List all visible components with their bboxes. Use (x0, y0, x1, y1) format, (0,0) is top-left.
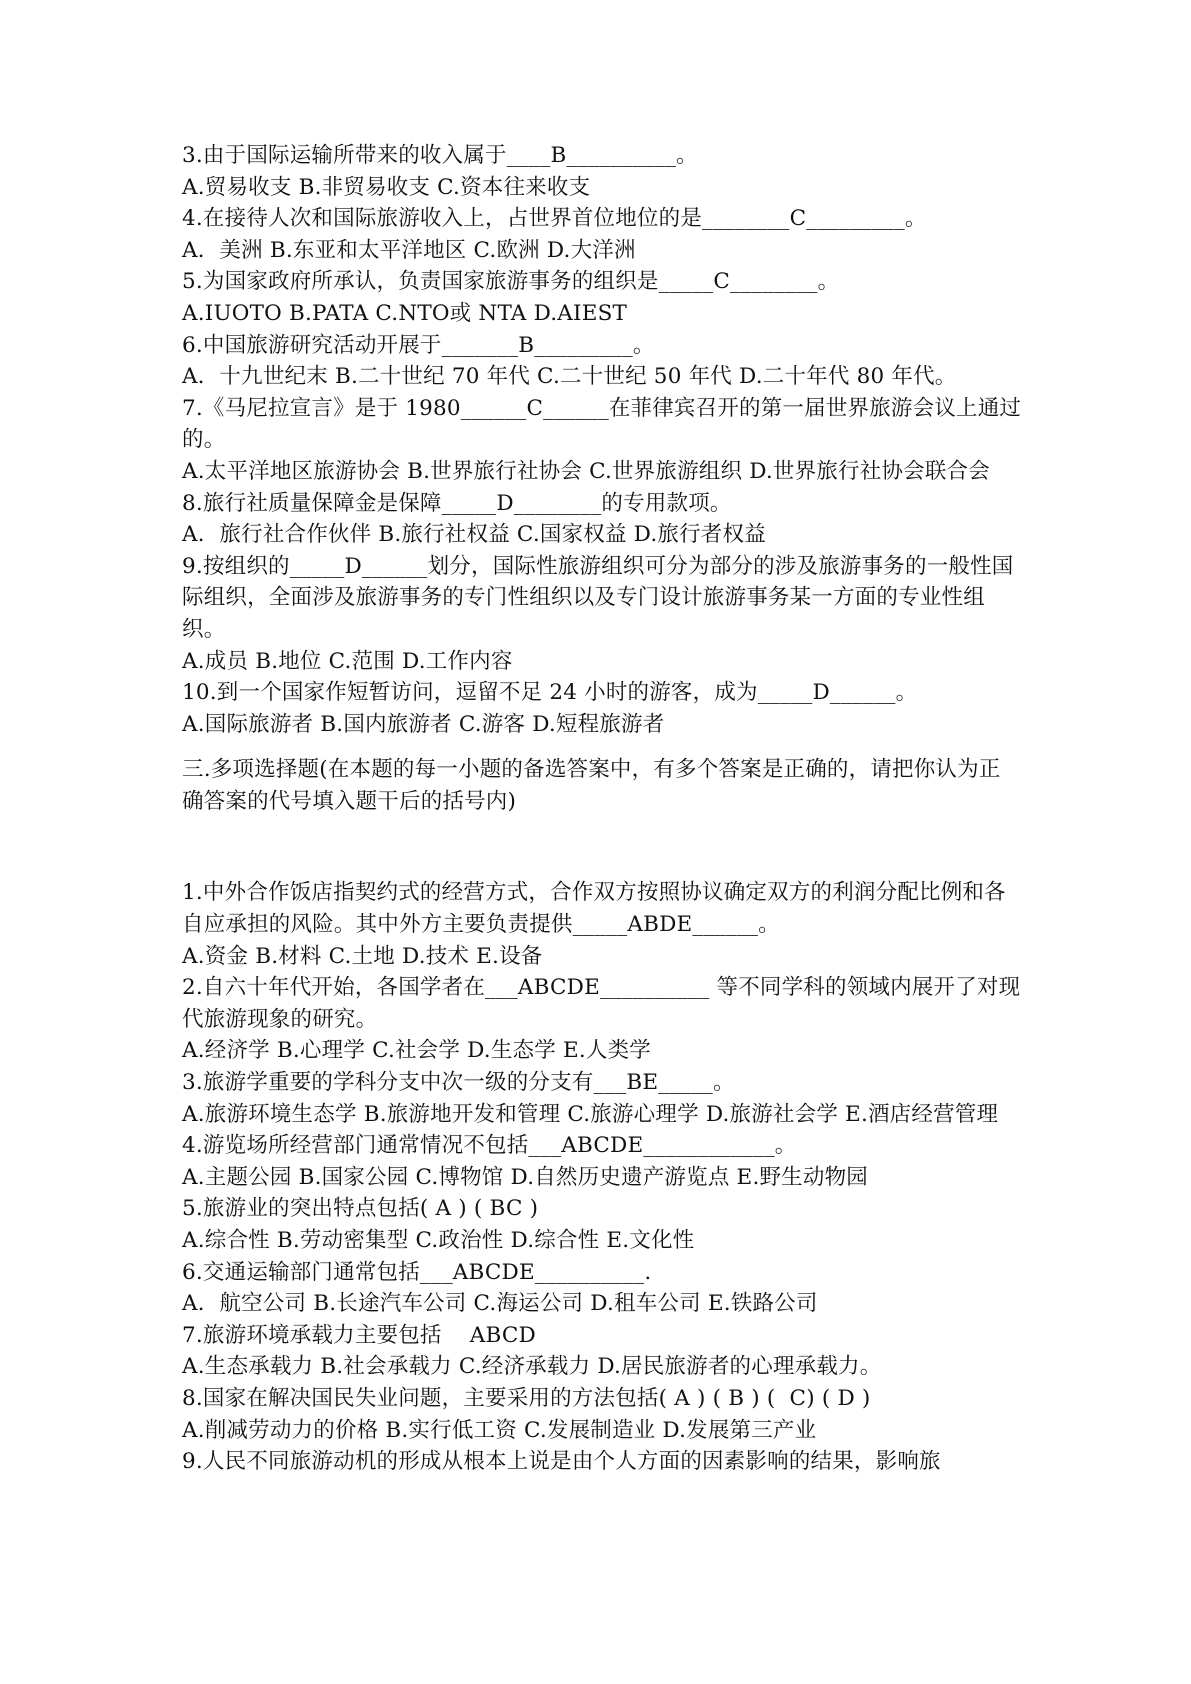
section-heading: 三.多项选择题(在本题的每一小题的备选答案中，有多个答案是正确的，请把你认为正确答案的代号填入题干后的括号内) (182, 757, 1001, 814)
answer-options: A.贸易收支 B.非贸易收支 C.资本往来收支 (182, 174, 591, 200)
answer-options: A．航空公司 B.长途汽车公司 C.海运公司 D.租车公司 E.铁路公司 (182, 1291, 818, 1317)
answer-options: A.生态承载力 B.社会承载力 C.经济承载力 D.居民旅游者的心理承载力。 (182, 1354, 882, 1380)
question-stem: 8.国家在解决国民失业问题，主要采用的方法包括( A ) ( B ) ( C) ( D ) (182, 1385, 871, 1411)
page-content (182, 140, 1022, 1478)
question-stem: 6.交通运输部门通常包括___ABCDE__________. (182, 1259, 652, 1285)
question-stem: 4.在接待人次和国际旅游收入上，占世界首位地位的是________C_________。 (182, 206, 927, 232)
answer-options: A．旅行社合作伙伴 B.旅行社权益 C.国家权益 D.旅行者权益 (182, 522, 766, 548)
answer-options: A.削减劳动力的价格 B.实行低工资 C.发展制造业 D.发展第三产业 (182, 1417, 817, 1443)
question-stem: 1.中外合作饭店指契约式的经营方式，合作双方按照协议确定双方的利润分配比例和各自应承担的风险。其中外方主要负责提供_____ABDE______。 (182, 880, 1006, 938)
question-stem: 7.旅游环境承载力主要包括 ABCD (182, 1322, 536, 1348)
question-stem: 9.人民不同旅游动机的形成从根本上说是由个人方面的因素影响的结果，影响旅 (182, 1449, 941, 1475)
answer-options: A.成员 B.地位 C.范围 D.工作内容 (182, 648, 513, 674)
answer-options: A.IUOTO B.PATA C.NTO或 NTA D.AIEST (182, 300, 628, 326)
spacer (182, 817, 1022, 877)
question-stem: 3.由于国际运输所带来的收入属于____B__________。 (182, 143, 698, 168)
question-stem: 5.为国家政府所承认，负责国家旅游事务的组织是_____C________。 (182, 269, 840, 295)
question-stem: 4.游览场所经营部门通常情况不包括___ABCDE____________。 (182, 1133, 797, 1159)
question-stem: 5.旅游业的突出特点包括( A ) ( BC ) (182, 1196, 539, 1222)
answer-options: A.经济学 B.心理学 C.社会学 D.生态学 E.人类学 (182, 1038, 651, 1064)
answer-options: A.旅游环境生态学 B.旅游地开发和管理 C.旅游心理学 D.旅游社会学 E.酒店经营管理 (182, 1101, 999, 1127)
answer-options: A.综合性 B.劳动密集型 C.政治性 D.综合性 E.文化性 (182, 1228, 695, 1253)
answer-options: A.太平洋地区旅游协会 B.世界旅行社协会 C.世界旅游组织 D.世界旅行社协会联合会 (182, 458, 990, 484)
answer-options: A.主题公园 B.国家公园 C.博物馆 D.自然历史遗产游览点 E.野生动物园 (182, 1164, 868, 1190)
answer-options: A.国际旅游者 B.国内旅游者 C.游客 D.短程旅游者 (182, 711, 665, 737)
question-stem: 10.到一个国家作短暂访问，逗留不足 24 小时的游客，成为_____D______。 (182, 680, 918, 706)
question-stem: 8.旅行社质量保障金是保障_____D________的专用款项。 (182, 490, 732, 516)
question-stem: 7.《马尼拉宣言》是于 1980______C______在菲律宾召开的第一届世界旅游会议上通过的。 (182, 395, 1022, 453)
answer-options: A．十九世纪末 B.二十世纪 70 年代 C.二十世纪 50 年代 D.二十年代 80 年代。 (182, 364, 957, 390)
spacer (182, 740, 1022, 754)
answer-options: A.资金 B.材料 C.土地 D.技术 E.设备 (182, 943, 543, 969)
question-stem: 3.旅游学重要的学科分支中次一级的分支有___BE_____。 (182, 1070, 735, 1096)
question-stem: 9.按组织的_____D______划分，国际性旅游组织可分为部分的涉及旅游事务的一般性国际组织，全面涉及旅游事务的专门性组织以及专门设计旅游事务某一方面的专业性组织。 (182, 553, 1014, 642)
question-stem: 6.中国旅游研究活动开展于_______B_________。 (182, 332, 655, 358)
question-stem: 2.自六十年代开始，各国学者在___ABCDE__________ 等不同学科的领域内展开了对现代旅游现象的研究。 (182, 975, 1021, 1032)
answer-options: A．美洲 B.东亚和太平洋地区 C.欧洲 D.大洋洲 (182, 237, 636, 263)
